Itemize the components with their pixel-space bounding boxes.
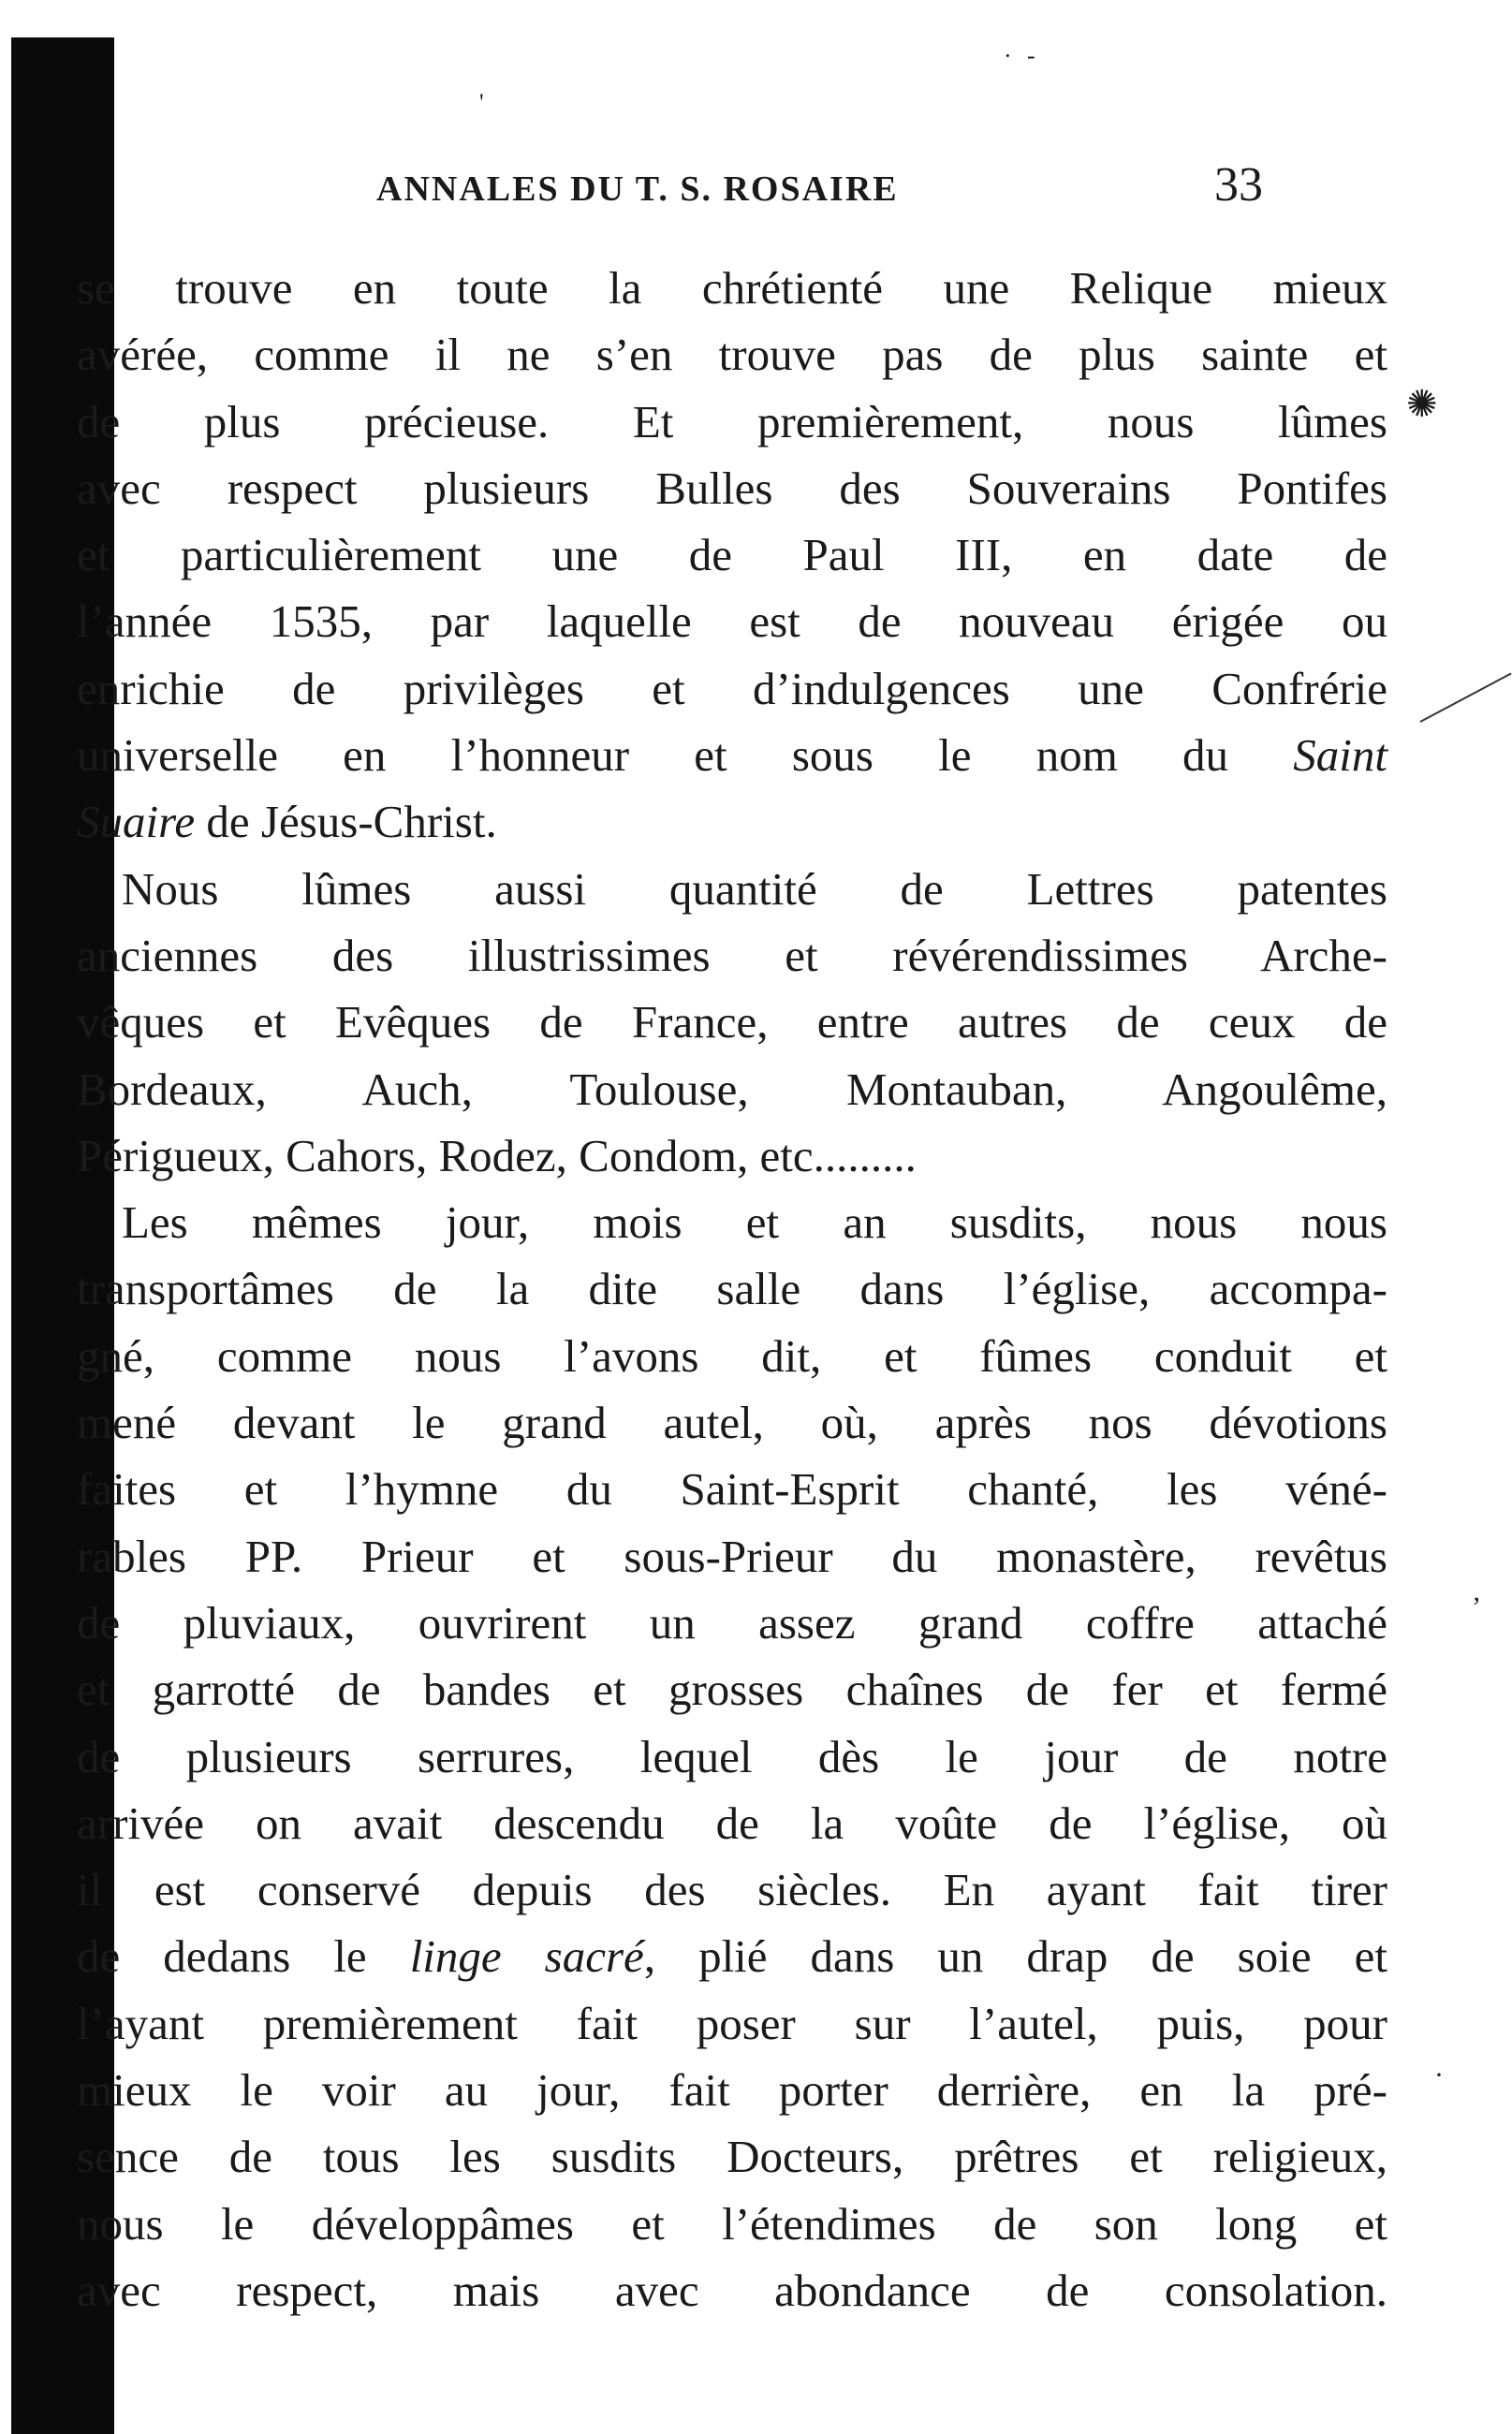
text-line: avec respect plusieurs Bulles des Souverains Pontifes bbox=[77, 462, 1387, 514]
margin-speck: ’ bbox=[1472, 1591, 1481, 1622]
text-line: de dedans le linge sacré, plié dans un drap de soie et bbox=[77, 1930, 1387, 1983]
text-line: de plusieurs serrures, lequel dès le jour de notre bbox=[77, 1730, 1387, 1782]
text-line: arrivée on avait descendu de la voûte de l’église, où bbox=[77, 1796, 1387, 1849]
text-line: il est conservé depuis des siècles. En ayant fait tirer bbox=[77, 1864, 1387, 1916]
running-head bbox=[114, 157, 1446, 223]
text-line: sence de tous les susdits Docteurs, prêtres et religieux, bbox=[77, 2131, 1387, 2183]
book-page bbox=[77, 0, 1481, 2434]
scan-speck: ' bbox=[479, 89, 484, 116]
text-line-paragraph-start: Les mêmes jour, mois et an susdits, nous nous bbox=[122, 1196, 1387, 1249]
text-line: de pluviaux, ouvrirent un assez grand coffre attaché bbox=[77, 1596, 1387, 1649]
text-line: de plus précieuse. Et premièrement, nous lûmes bbox=[77, 395, 1387, 447]
page-number: 33 bbox=[1214, 158, 1263, 212]
text-line: et particulièrement une de Paul III, en date de bbox=[77, 529, 1387, 581]
text-line: nous le développâmes et l’étendimes de son long et bbox=[77, 2197, 1387, 2250]
text-line: transportâmes de la dite salle dans l’église, accompa- bbox=[77, 1263, 1387, 1315]
text-line-paragraph-end: Suaire de Jésus-Christ. bbox=[77, 796, 497, 848]
text-line: enrichie de privilèges et d’indulgences une Confrérie bbox=[77, 662, 1387, 714]
text-line: avérée, comme il ne s’en trouve pas de plus sainte et bbox=[77, 329, 1387, 381]
text-line: rables PP. Prieur et sous-Prieur du monastère, revêtus bbox=[77, 1530, 1387, 1582]
text-line: faites et l’hymne du Saint-Esprit chanté, les véné- bbox=[77, 1463, 1387, 1516]
text-line: Bordeaux, Auch, Toulouse, Montauban, Angoulême, bbox=[77, 1063, 1387, 1115]
text-line: mieux le voir au jour, fait porter derrière, en la pré- bbox=[77, 2064, 1387, 2117]
running-head-title: ANNALES DU T. S. ROSAIRE bbox=[376, 169, 899, 209]
text-line: gné, comme nous l’avons dit, et fûmes conduit et bbox=[77, 1329, 1387, 1382]
margin-asterisk-mark: ✺ bbox=[1406, 383, 1438, 425]
text-line: mené devant le grand autel, où, après nos dévotions bbox=[77, 1397, 1387, 1449]
margin-pencil-stroke bbox=[1420, 672, 1512, 722]
text-line: l’ayant premièrement fait poser sur l’autel, puis, pour bbox=[77, 1997, 1387, 2049]
text-line: l’année 1535, par laquelle est de nouveau érigée ou bbox=[77, 595, 1387, 648]
text-line: anciennes des illustrissimes et révérendissimes Arche- bbox=[77, 929, 1387, 981]
text-line: se trouve en toute la chrétienté une Relique mieux bbox=[77, 262, 1387, 314]
text-line-paragraph-end: Périgueux, Cahors, Rodez, Condom, etc......... bbox=[77, 1129, 917, 1181]
margin-speck: · bbox=[1434, 2060, 1444, 2090]
text-line bbox=[77, 722, 1387, 788]
scan-speck: - bbox=[1027, 42, 1035, 69]
text-line: avec respect, mais avec abondance de consolation. bbox=[77, 2264, 1387, 2316]
scan-speck: · bbox=[1004, 42, 1012, 69]
text-line: vêques et Evêques de France, entre autres de ceux de bbox=[77, 996, 1387, 1048]
body-text bbox=[77, 255, 1387, 2324]
text-line-roman: universelle en l’honneur et sous le nom du Saint bbox=[77, 729, 1387, 782]
text-line-paragraph-start: Nous lûmes aussi quantité de Lettres patentes bbox=[122, 862, 1387, 915]
text-line: et garrotté de bandes et grosses chaînes de fer et fermé bbox=[77, 1664, 1387, 1716]
